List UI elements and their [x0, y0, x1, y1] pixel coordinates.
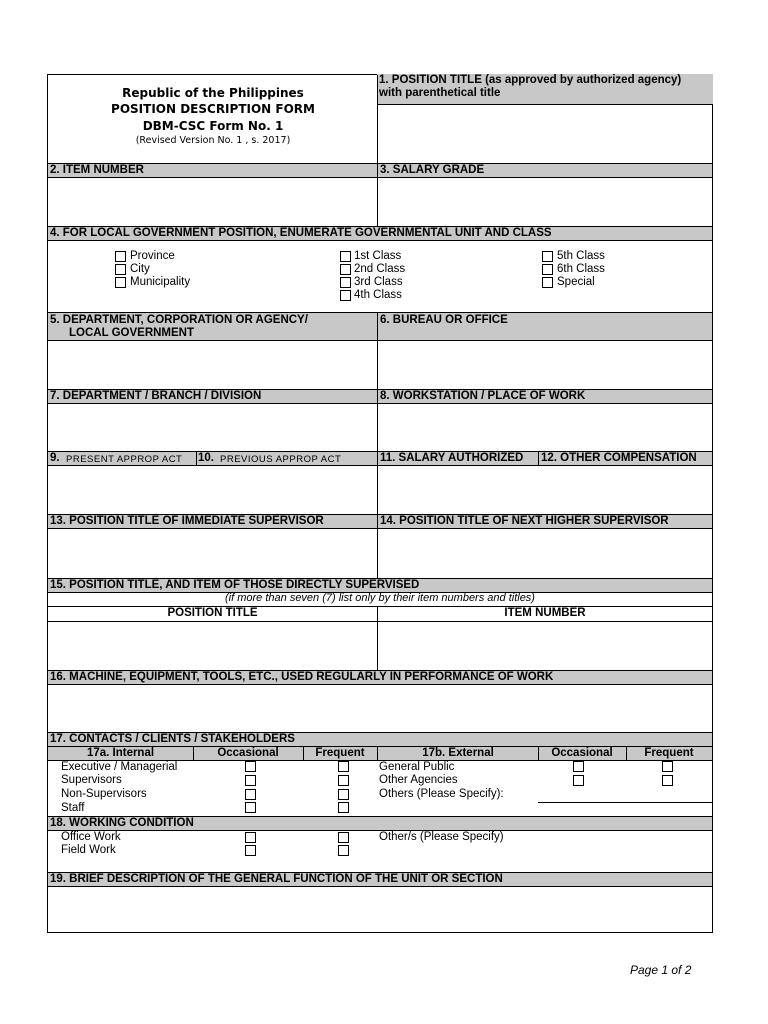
item-number-column-header: ITEM NUMBER — [504, 607, 586, 619]
divider — [196, 451, 197, 466]
office-work-label: Office Work — [61, 831, 121, 843]
municipality-checkbox[interactable] — [115, 277, 126, 288]
external-header: 17b. External — [422, 747, 494, 759]
section-13-label: 13. POSITION TITLE OF IMMEDIATE SUPERVISOR — [50, 515, 324, 527]
header-form-number: DBM-CSC Form No. 1 — [142, 119, 284, 133]
header-form-title: POSITION DESCRIPTION FORM — [111, 102, 315, 116]
section-14-label: 14. POSITION TITLE OF NEXT HIGHER SUPERVISOR — [380, 515, 669, 527]
divider — [377, 389, 378, 451]
1st-class-label: 1st Class — [354, 250, 402, 262]
header-revision: (Revised Version No. 1 , s. 2017) — [135, 135, 291, 146]
non-supervisors-frequent-checkbox[interactable] — [338, 789, 349, 800]
5th-class-label: 5th Class — [557, 250, 605, 262]
divider — [303, 746, 304, 761]
divider — [377, 451, 378, 514]
header-republic: Republic of the Philippines — [122, 86, 304, 100]
divider — [377, 514, 378, 578]
other-agencies-occasional-checkbox[interactable] — [573, 775, 584, 786]
next-higher-supervisor-field[interactable] — [378, 529, 712, 578]
divider — [626, 746, 627, 761]
contact-non-supervisors-label: Non-Supervisors — [61, 788, 147, 800]
supervisors-frequent-checkbox[interactable] — [338, 775, 349, 786]
external-frequent-header: Frequent — [644, 747, 694, 759]
field-work-label: Field Work — [61, 844, 116, 856]
divider — [193, 746, 194, 761]
section-19-label: 19. BRIEF DESCRIPTION OF THE GENERAL FUNCTION OF THE UNIT OR SECTION — [48, 872, 712, 887]
section-16-label: 16. MACHINE, EQUIPMENT, TOOLS, ETC., USED REGULARLY IN PERFORMANCE OF WORK — [48, 670, 712, 685]
position-description-form — [47, 74, 713, 933]
contact-supervisors-label: Supervisors — [61, 774, 122, 786]
contact-other-agencies-label: Other Agencies — [379, 774, 458, 786]
special-class-label: Special — [557, 276, 595, 288]
city-checkbox[interactable] — [115, 264, 126, 275]
contact-general-public-label: General Public — [379, 761, 455, 773]
section-9-number: 9. — [50, 452, 60, 464]
section-10-label: PREVIOUS APPROP ACT — [220, 454, 342, 465]
1st-class-checkbox[interactable] — [340, 251, 351, 262]
3rd-class-label: 3rd Class — [354, 276, 403, 288]
section-1-label-line2: with parenthetical title — [379, 87, 501, 99]
divider — [377, 75, 378, 163]
equipment-field[interactable] — [48, 685, 712, 732]
executive-occasional-checkbox[interactable] — [245, 761, 256, 772]
4th-class-checkbox[interactable] — [340, 290, 351, 301]
salary-grade-field[interactable] — [378, 178, 712, 226]
department-agency-field[interactable] — [48, 341, 377, 389]
divider — [377, 163, 378, 226]
salary-compensation-field[interactable] — [378, 466, 712, 514]
section-9-label: PRESENT APPROP ACT — [66, 454, 183, 465]
section-17-label: 17. CONTACTS / CLIENTS / STAKEHOLDERS — [48, 732, 712, 746]
executive-frequent-checkbox[interactable] — [338, 761, 349, 772]
divider — [377, 312, 378, 389]
supervised-item-numbers-field[interactable] — [378, 622, 712, 670]
province-checkbox[interactable] — [115, 251, 126, 262]
general-public-occasional-checkbox[interactable] — [573, 761, 584, 772]
internal-occasional-header: Occasional — [217, 747, 279, 759]
contact-executive-label: Executive / Managerial — [61, 761, 178, 773]
bureau-office-field[interactable] — [378, 341, 712, 389]
4th-class-label: 4th Class — [354, 289, 402, 301]
section-18-label: 18. WORKING CONDITION — [48, 816, 712, 831]
3rd-class-checkbox[interactable] — [340, 277, 351, 288]
branch-division-field[interactable] — [48, 404, 377, 451]
section-15-note: (if more than seven (7) list only by their item numbers and titles) — [225, 592, 535, 604]
section-12-label: 12. OTHER COMPENSATION — [541, 452, 697, 464]
external-occasional-header: Occasional — [551, 747, 613, 759]
contact-staff-label: Staff — [61, 802, 85, 814]
office-work-frequent-checkbox[interactable] — [338, 832, 349, 843]
workstation-field[interactable] — [378, 404, 712, 451]
section-5-label-line2: LOCAL GOVERNMENT — [69, 327, 195, 339]
supervisors-occasional-checkbox[interactable] — [245, 775, 256, 786]
staff-frequent-checkbox[interactable] — [338, 802, 349, 813]
section-3-label: 3. SALARY GRADE — [380, 164, 485, 176]
approp-act-field[interactable] — [48, 466, 377, 514]
staff-occasional-checkbox[interactable] — [245, 802, 256, 813]
other-agencies-frequent-checkbox[interactable] — [662, 775, 673, 786]
section-15-label: 15. POSITION TITLE, AND ITEM OF THOSE DIRECTLY SUPERVISED — [48, 578, 712, 593]
section-5-label: 5. DEPARTMENT, CORPORATION OR AGENCY/ — [50, 314, 308, 326]
page-number: Page 1 of 2 — [630, 963, 692, 977]
divider — [538, 746, 539, 761]
municipality-label: Municipality — [130, 276, 191, 288]
section-1-label-line1: 1. POSITION TITLE (as approved by authorized agency) — [379, 74, 682, 86]
contact-others-label: Others (Please Specify): — [379, 788, 504, 800]
section-7-label: 7. DEPARTMENT / BRANCH / DIVISION — [50, 390, 262, 402]
divider — [377, 746, 378, 761]
internal-frequent-header: Frequent — [315, 747, 365, 759]
section-4-label: 4. FOR LOCAL GOVERNMENT POSITION, ENUMERATE GOVERNMENTAL UNIT AND CLASS — [48, 226, 712, 241]
unit-function-field[interactable] — [48, 887, 712, 932]
section-11-label: 11. SALARY AUTHORIZED — [380, 452, 524, 464]
section-2-label: 2. ITEM NUMBER — [50, 164, 144, 176]
supervised-positions-field[interactable] — [48, 622, 377, 670]
section-8-label: 8. WORKSTATION / PLACE OF WORK — [380, 390, 586, 402]
section-1-label — [377, 74, 713, 105]
office-work-occasional-checkbox[interactable] — [245, 832, 256, 843]
field-work-frequent-checkbox[interactable] — [338, 845, 349, 856]
divider — [538, 451, 539, 466]
5th-class-checkbox[interactable] — [542, 251, 553, 262]
province-label: Province — [130, 250, 175, 262]
special-class-checkbox[interactable] — [542, 277, 553, 288]
section-6-label: 6. BUREAU OR OFFICE — [380, 314, 508, 326]
general-public-frequent-checkbox[interactable] — [662, 761, 673, 772]
immediate-supervisor-field[interactable] — [48, 529, 377, 578]
section-10-number: 10. — [198, 452, 214, 464]
position-title-column-header: POSITION TITLE — [167, 607, 258, 619]
2nd-class-label: 2nd Class — [354, 263, 406, 275]
6th-class-checkbox[interactable] — [542, 264, 553, 275]
non-supervisors-occasional-checkbox[interactable] — [245, 789, 256, 800]
position-title-field[interactable] — [378, 105, 712, 163]
others-specify-line[interactable] — [538, 802, 712, 803]
item-number-field[interactable] — [48, 178, 377, 226]
6th-class-label: 6th Class — [557, 263, 605, 275]
other-conditions-label: Other/s (Please Specify) — [379, 831, 504, 843]
field-work-occasional-checkbox[interactable] — [245, 845, 256, 856]
2nd-class-checkbox[interactable] — [340, 264, 351, 275]
city-label: City — [130, 263, 150, 275]
internal-header: 17a. Internal — [86, 747, 155, 759]
